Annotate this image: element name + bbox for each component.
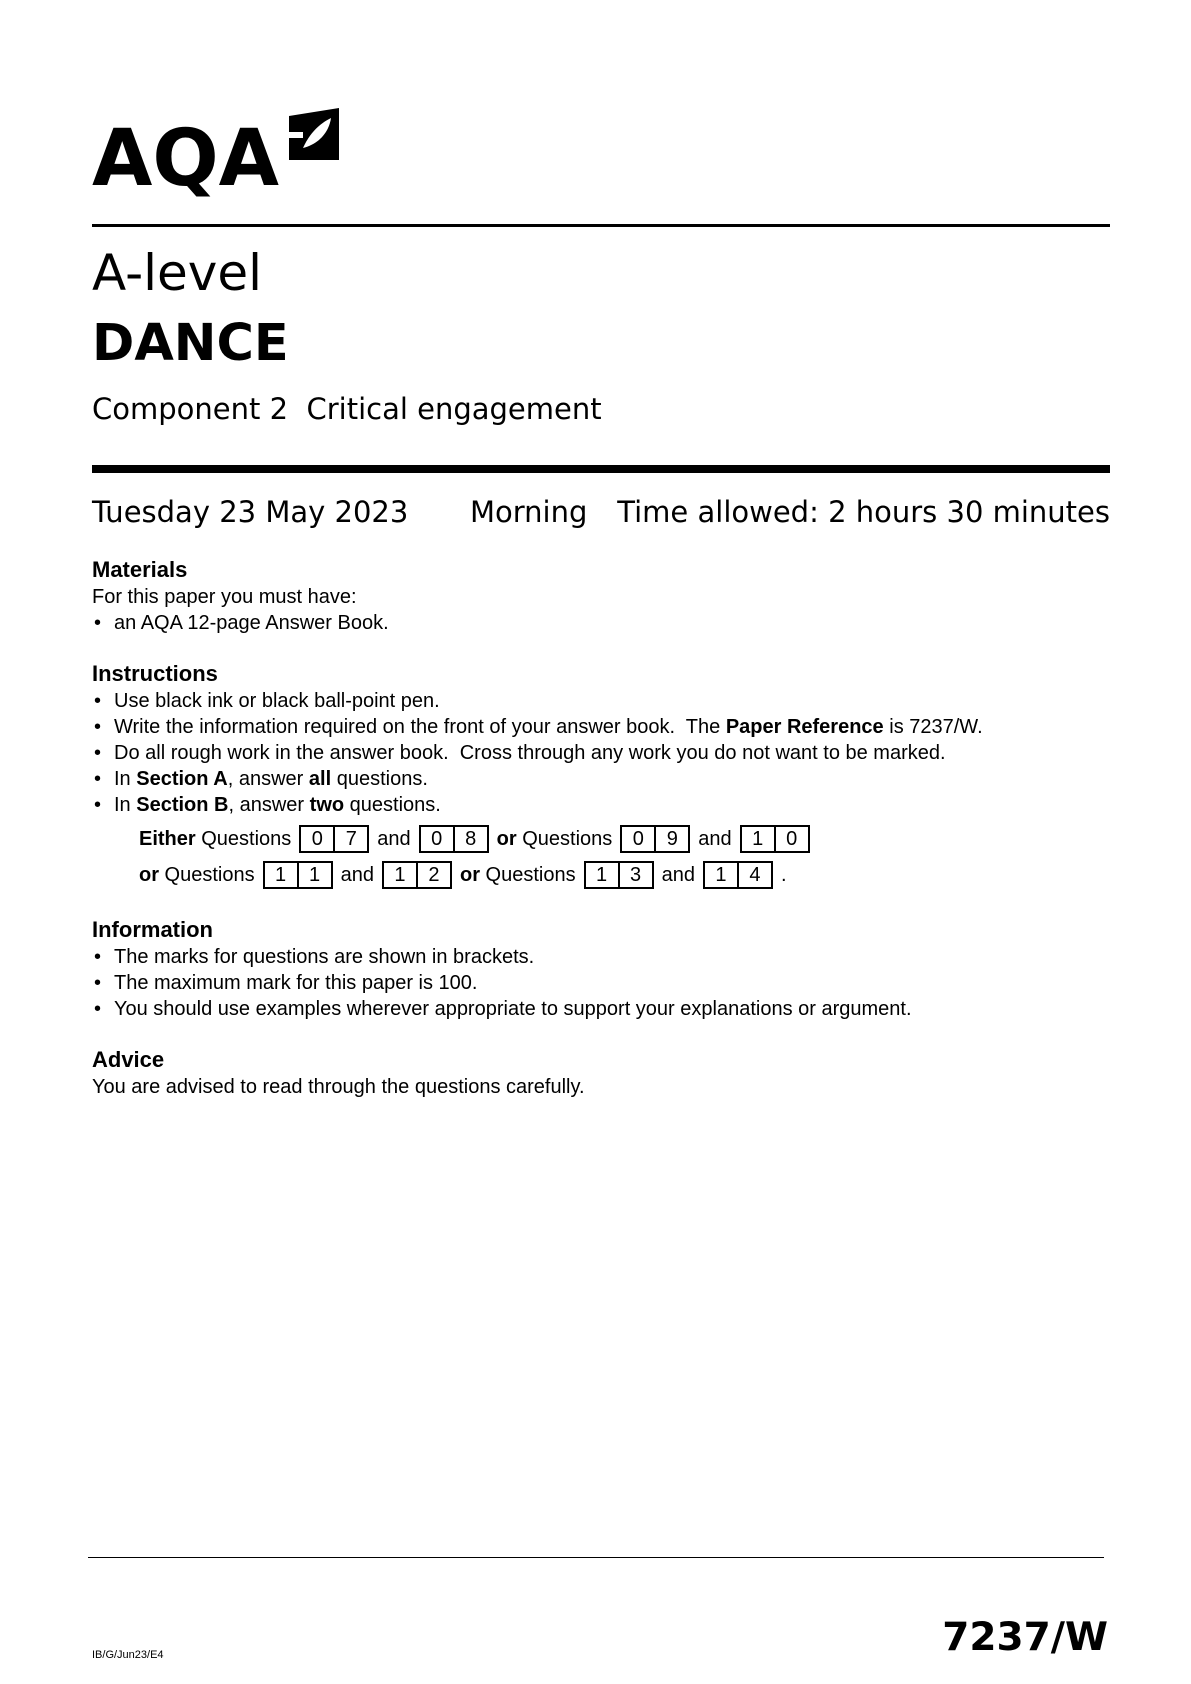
document-code: IB/G/Jun23/E4 — [92, 1649, 164, 1661]
materials-section — [92, 556, 389, 636]
instructions-heading: Instructions — [92, 661, 218, 686]
qualification-level: A-level — [92, 244, 263, 302]
instruction-item: • Do all rough work in the answer book. Cross through any work you do not want to be marked. — [92, 740, 983, 766]
instruction-item: • In Section B, answer two questions. — [92, 792, 983, 818]
materials-item: • an AQA 12-page Answer Book. — [92, 610, 389, 636]
information-item: • You should use examples wherever appropriate to support your explanations or argument. — [92, 996, 912, 1022]
aqa-logo — [92, 104, 343, 204]
paper-reference: 7237/W — [942, 1615, 1108, 1660]
information-section — [92, 916, 912, 1022]
question-number-box-11: 1 1 — [263, 861, 333, 889]
header-rule — [92, 224, 1110, 227]
advice-heading: Advice — [92, 1047, 165, 1072]
question-choice-line-1: Either Questions 0 7 and 0 8 or Questions 0 9 and 1 0 — [139, 824, 983, 854]
information-item: • The maximum mark for this paper is 100. — [92, 970, 912, 996]
materials-heading: Materials — [92, 557, 188, 582]
instruction-item: • In Section A, answer all questions. — [92, 766, 983, 792]
question-choice-line-2: or Questions 1 1 and 1 2 or Questions 1 3 and 1 4 . — [139, 860, 983, 890]
time-allowed: Time allowed: 2 hours 30 minutes — [617, 495, 1110, 529]
question-number-box-09: 0 9 — [620, 825, 690, 853]
question-number-box-07: 0 7 — [299, 825, 369, 853]
title-rule — [92, 465, 1110, 473]
information-item: • The marks for questions are shown in brackets. — [92, 944, 912, 970]
question-number-box-12: 1 2 — [382, 861, 452, 889]
question-number-box-13: 1 3 — [584, 861, 654, 889]
subject-title: DANCE — [92, 314, 289, 373]
instruction-item: • Write the information required on the front of your answer book. The Paper Reference is 7237/W. — [92, 714, 983, 740]
footer-rule — [88, 1557, 1104, 1558]
exam-session: Morning — [470, 495, 588, 529]
question-number-box-14: 1 4 — [703, 861, 773, 889]
information-heading: Information — [92, 917, 213, 942]
instructions-section — [92, 660, 983, 890]
component-title: Component 2 Critical engagement — [92, 392, 602, 426]
exam-date: Tuesday 23 May 2023 — [92, 495, 409, 529]
instruction-item: • Use black ink or black ball-point pen. — [92, 688, 983, 714]
materials-intro: For this paper you must have: — [92, 586, 357, 608]
advice-text: You are advised to read through the questions carefully. — [92, 1076, 585, 1098]
question-number-box-08: 0 8 — [419, 825, 489, 853]
aqa-leaf-icon — [285, 104, 343, 164]
logo-text: AQA — [92, 114, 280, 204]
advice-section — [92, 1046, 585, 1100]
question-number-box-10: 1 0 — [740, 825, 810, 853]
